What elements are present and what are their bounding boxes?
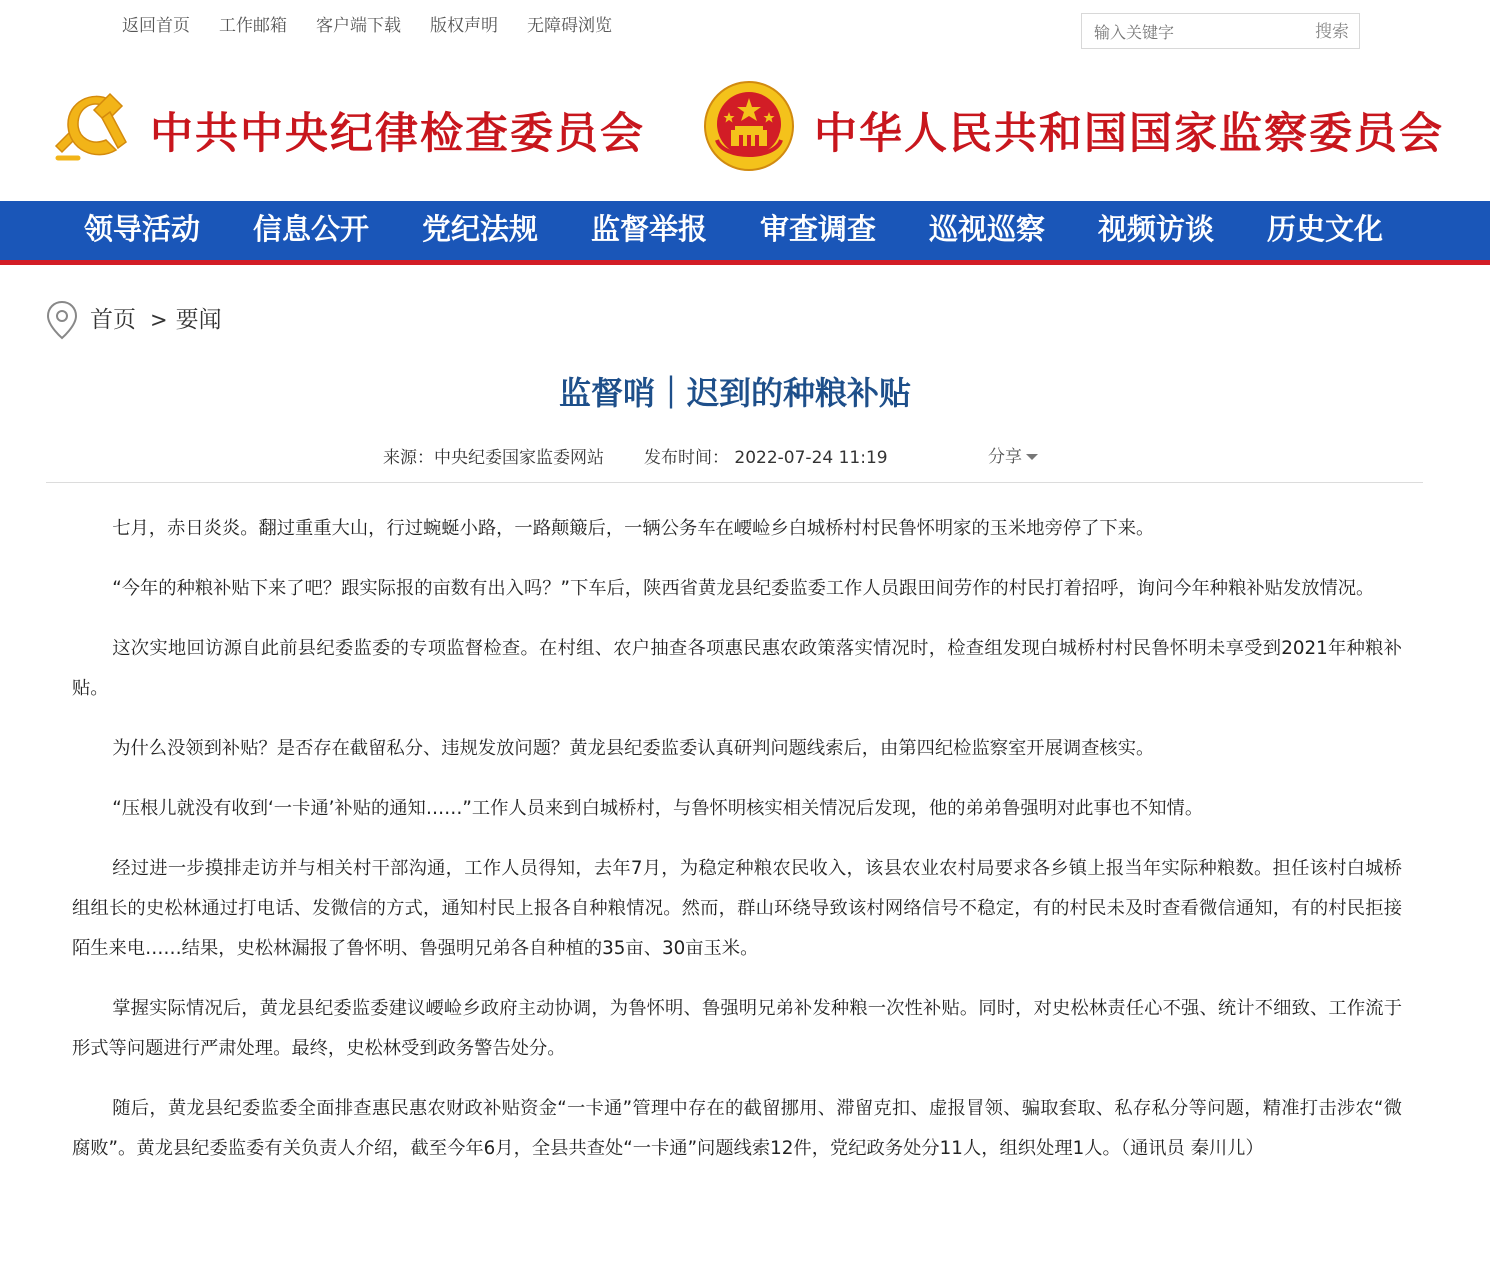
- article-title: 监督哨｜迟到的种粮补贴: [558, 374, 911, 412]
- nav-item-party-regulations[interactable]: 党纪法规: [422, 212, 539, 246]
- meta-divider: [46, 482, 1423, 483]
- nav-item-inspection[interactable]: 巡视巡察: [929, 212, 1046, 246]
- article-paragraph: “压根儿就没有收到‘一卡通’补贴的通知……”工作人员来到白城桥村，与鲁怀明核实相关情况后发现，他的弟弟鲁强明对此事也不知情。: [112, 798, 1204, 819]
- search-button[interactable]: 搜索: [1315, 22, 1349, 42]
- article-paragraph: 掌握实际情况后，黄龙县纪委监委建议崾崄乡政府主动协调，为鲁怀明、鲁强明兄弟补发种粮一次性补贴。同时，对史松林责任心不强、统计不细致、工作流于形式等问题进行严肃处理。最终，史松林受到政务警告处分。: [72, 998, 1402, 1059]
- nav-item-leader-activities[interactable]: 领导活动: [84, 212, 201, 246]
- article-paragraph: “今年的种粮补贴下来了吧？跟实际报的亩数有出入吗？”下车后，陕西省黄龙县纪委监委工作人员跟田间劳作的村民打着招呼，询问今年种粮补贴发放情况。: [112, 578, 1375, 599]
- article-paragraph: 七月，赤日炎炎。翻过重重大山，行过蜿蜒小路，一路颠簸后，一辆公务车在崾崄乡白城桥村村民鲁怀明家的玉米地旁停了下来。: [112, 518, 1155, 539]
- search-box: [1081, 13, 1360, 49]
- top-links: [122, 14, 641, 38]
- nav-list: [84, 201, 1436, 260]
- nsc-title[interactable]: 中华人民共和国国家监察委员会: [814, 109, 1444, 159]
- top-link-client-download[interactable]: 客户端下载: [316, 16, 401, 36]
- article-paragraph: 为什么没领到补贴？是否存在截留私分、违规发放问题？黄龙县纪委监委认真研判问题线索后，由第四纪检监察室开展调查核实。: [112, 738, 1155, 759]
- main-nav: [0, 201, 1490, 260]
- article-body: [72, 509, 1402, 1169]
- top-link-accessibility[interactable]: 无障碍浏览: [527, 16, 612, 36]
- top-bar: [0, 0, 1490, 60]
- top-link-email[interactable]: 工作邮箱: [219, 16, 287, 36]
- nav-item-supervision-report[interactable]: 监督举报: [591, 212, 708, 246]
- article-signature: （通讯员 秦川儿）: [1120, 1138, 1264, 1159]
- article-published-time: 发布时间： 2022-07-24 11:19: [644, 448, 888, 468]
- article-paragraph-text: 随后，黄龙县纪委监委全面排查惠民惠农财政补贴资金“一卡通”管理中存在的截留挪用、滞留克扣、虚报冒领、骗取套取、私存私分等问题，精准打击涉农“微腐败”。黄龙县纪委监委有关负责人介绍，截至今年6月，全县共查处“一卡通”问题线索12件，党纪政务处分11人，组织处理1人。: [72, 1098, 1402, 1159]
- nav-item-information-disclosure[interactable]: 信息公开: [253, 212, 370, 246]
- top-link-copyright[interactable]: 版权声明: [430, 16, 498, 36]
- party-emblem-icon[interactable]: [48, 84, 132, 168]
- breadcrumb-current[interactable]: 要闻: [175, 307, 222, 333]
- nav-item-history-culture[interactable]: 历史文化: [1267, 212, 1384, 246]
- article-paragraph: 这次实地回访源自此前县纪委监委的专项监督检查。在村组、农户抽查各项惠民惠农政策落实情况时，检查组发现白城桥村村民鲁怀明未享受到2021年种粮补贴。: [72, 638, 1402, 699]
- national-emblem-icon[interactable]: [703, 80, 795, 172]
- article-meta: [383, 444, 888, 472]
- article-source: 来源：中央纪委国家监委网站: [383, 448, 604, 468]
- breadcrumb-home[interactable]: 首页: [90, 307, 136, 333]
- nav-item-investigation[interactable]: 审查调查: [760, 212, 877, 246]
- caret-down-icon: [1026, 454, 1038, 460]
- share-label: 分享: [988, 447, 1022, 467]
- share-button[interactable]: [988, 444, 1038, 470]
- site-header: [0, 60, 1490, 201]
- article-paragraph: 经过进一步摸排走访并与相关村干部沟通，工作人员得知，去年7月，为稳定种粮农民收入，该县农业农村局要求各乡镇上报当年实际种粮数。担任该村白城桥组组长的史松林通过打电话、发微信的方式，通知村民上报各自种粮情况。然而，群山环绕导致该村网络信号不稳定，有的村民未及时查看微信通知，有的村民拒接陌生来电……结果，史松林漏报了鲁怀明、鲁强明兄弟各自种植的35亩、30亩玉米。: [72, 858, 1402, 959]
- ccdi-title[interactable]: 中共中央纪律检查委员会: [150, 109, 645, 159]
- top-link-home[interactable]: 返回首页: [122, 16, 190, 36]
- nav-red-stripe: [0, 260, 1490, 265]
- breadcrumb: [46, 300, 222, 340]
- location-pin-icon: [46, 300, 78, 340]
- nav-item-video-interviews[interactable]: 视频访谈: [1098, 212, 1215, 246]
- article-paragraph: [72, 1089, 1402, 1169]
- breadcrumb-separator: >: [150, 308, 168, 332]
- search-input[interactable]: [1094, 20, 1294, 44]
